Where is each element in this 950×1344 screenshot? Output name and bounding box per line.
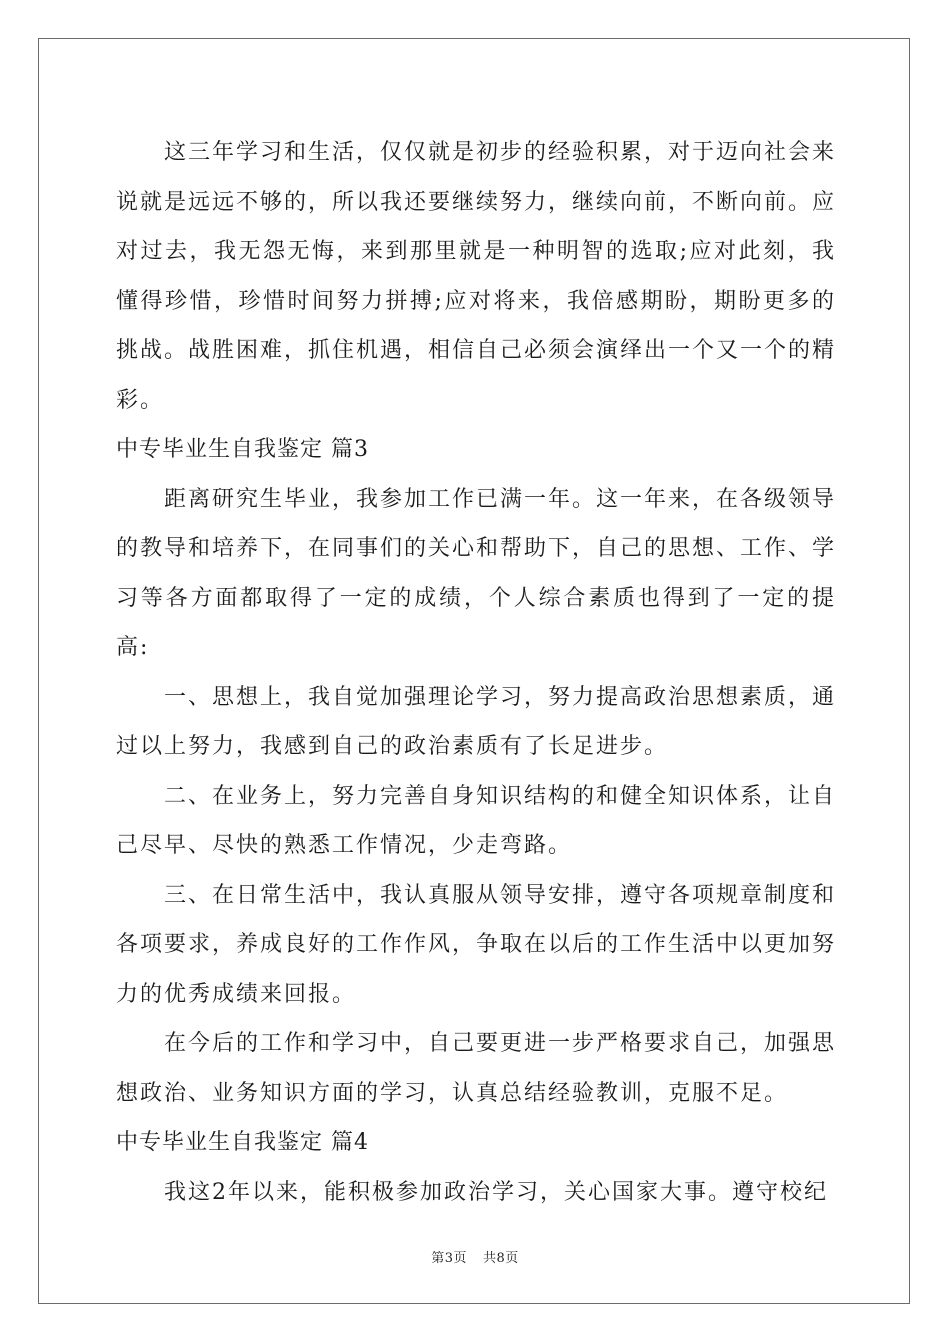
document-body — [116, 128, 836, 1217]
paragraph: 三、在日常生活中，我认真服从领导安排，遵守各项规章制度和各项要求，养成良好的工作作风，争取在以后的工作生活中以更加努力的优秀成绩来回报。 — [116, 882, 837, 1007]
page-total: 共8页 — [483, 1251, 519, 1266]
page-footer — [0, 1247, 950, 1266]
paragraph: 距离研究生毕业，我参加工作已满一年。这一年来，在各级领导的教导和培养下，在同事们的关心和帮助下，自己的思想、工作、学习等各方面都取得了一定的成绩，个人综合素质也得到了一定的提高: — [116, 486, 837, 660]
paragraph: 我这2年以来，能积极参加政治学习，关心国家大事。遵守校纪 — [164, 1179, 828, 1205]
section-heading: 中专毕业生自我鉴定 篇3 — [116, 437, 369, 462]
paragraph: 一、思想上，我自觉加强理论学习，努力提高政治思想素质，通过以上努力，我感到自己的政治素质有了长足进步。 — [116, 684, 837, 759]
paragraph: 二、在业务上，努力完善自身知识结构的和健全知识体系，让自己尽早、尽快的熟悉工作情况，少走弯路。 — [116, 783, 837, 858]
paragraph: 这三年学习和生活，仅仅就是初步的经验积累，对于迈向社会来说就是远远不够的，所以我还要继续努力，继续向前，不断向前。应对过去，我无怨无悔，来到那里就是一种明智的选取;应对此刻，我懂得珍惜，珍惜时间努力拼搏;应对将来，我倍感期盼，期盼更多的挑战。战胜困难，抓住机遇，相信自己必须会演绎出一个又一个的精彩。 — [116, 140, 837, 413]
section-heading: 中专毕业生自我鉴定 篇4 — [116, 1130, 369, 1155]
page-number: 第3页 — [431, 1251, 467, 1266]
paragraph: 在今后的工作和学习中，自己要更进一步严格要求自己，加强思想政治、业务知识方面的学习，认真总结经验教训，克服不足。 — [116, 1031, 837, 1106]
